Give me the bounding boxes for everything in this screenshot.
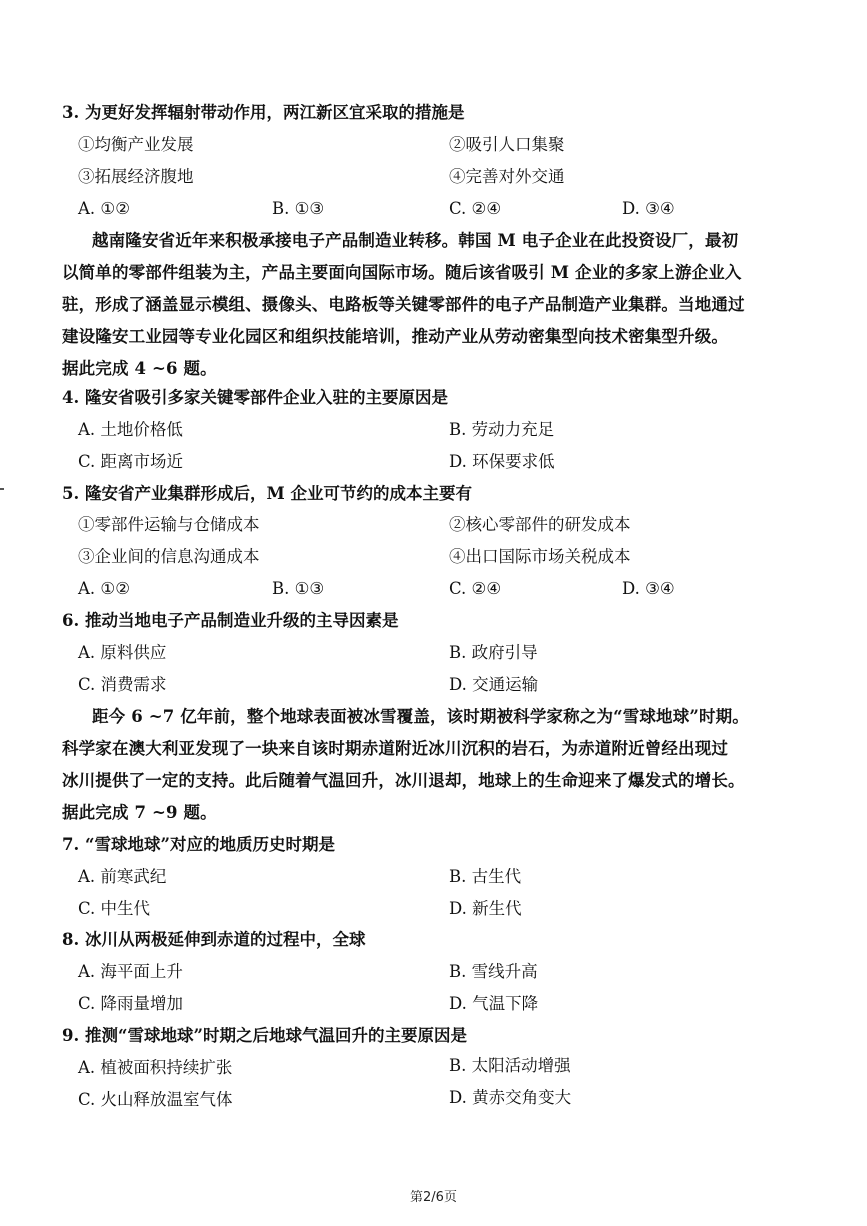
q5-stem: 5. 隆安省产业集群形成后，M 企业可节约的成本主要有 (62, 484, 472, 503)
q8-choice-c: C. 降雨量增加 (78, 994, 184, 1013)
q3-item-4: ④完善对外交通 (449, 167, 565, 186)
q5-item-2: ②核心零部件的研发成本 (449, 515, 631, 534)
q7-choice-b: B. 古生代 (449, 867, 522, 886)
passage1-line-3: 驻，形成了涵盖显示模组、摄像头、电路板等关键零部件的电子产品制造产业集群。当地通过 (62, 295, 745, 314)
q5-item-1: ①零部件运输与仓储成本 (78, 515, 260, 534)
passage1-line-5: 据此完成 4 ~6 题。 (62, 359, 217, 378)
q5-choice-d: D. ③④ (622, 579, 675, 598)
q8-choice-d: D. 气温下降 (449, 994, 539, 1013)
q3-stem: 3. 为更好发挥辐射带动作用，两江新区宜采取的措施是 (62, 103, 465, 122)
q4-choice-d: D. 环保要求低 (449, 452, 555, 471)
q9-choice-a: A. 植被面积持续扩张 (78, 1058, 233, 1077)
q3-item-2: ②吸引人口集聚 (449, 135, 565, 154)
q8-choice-b: B. 雪线升高 (449, 962, 538, 981)
q7-stem: 7. “雪球地球”对应的地质历史时期是 (62, 835, 335, 854)
q9-stem: 9. 推测“雪球地球”时期之后地球气温回升的主要原因是 (62, 1026, 467, 1045)
passage1-line-4: 建设隆安工业园等专业化园区和组织技能培训，推动产业从劳动密集型向技术密集型升级。 (62, 327, 728, 346)
q7-choice-a: A. 前寒武纪 (78, 867, 167, 886)
q5-choice-c: C. ②④ (449, 579, 502, 598)
q5-item-3: ③企业间的信息沟通成本 (78, 547, 260, 566)
q6-choice-b: B. 政府引导 (449, 643, 538, 662)
passage2-line-1: 距今 6 ~7 亿年前，整个地球表面被冰雪覆盖，该时期被科学家称之为“雪球地球”时期。 (92, 707, 749, 726)
q7-choice-c: C. 中生代 (78, 899, 151, 918)
q3-item-1: ①均衡产业发展 (78, 135, 194, 154)
q5-choice-b: B. ①③ (272, 579, 325, 598)
q5-item-4: ④出口国际市场关税成本 (449, 547, 631, 566)
passage2-line-4: 据此完成 7 ~9 题。 (62, 803, 217, 822)
q4-stem: 4. 隆安省吸引多家关键零部件企业入驻的主要原因是 (62, 388, 448, 407)
passage2-line-3: 冰川提供了一定的支持。此后随着气温回升，冰川退却，地球上的生命迎来了爆发式的增长。 (62, 771, 745, 790)
passage1-line-1: 越南隆安省近年来积极承接电子产品制造业转移。韩国 M 电子企业在此投资设厂，最初 (92, 231, 739, 250)
page-number: 第2/6页 (410, 1190, 457, 1205)
q9-choice-b: B. 太阳活动增强 (449, 1056, 571, 1075)
q6-choice-d: D. 交通运输 (449, 675, 539, 694)
q7-choice-d: D. 新生代 (449, 899, 522, 918)
q6-choice-a: A. 原料供应 (78, 643, 167, 662)
q3-choice-b: B. ①③ (272, 199, 325, 218)
q9-choice-d: D. 黄赤交角变大 (449, 1088, 572, 1107)
q6-stem: 6. 推动当地电子产品制造业升级的主导因素是 (62, 611, 399, 630)
q8-stem: 8. 冰川从两极延伸到赤道的过程中，全球 (62, 930, 366, 949)
passage2-line-2: 科学家在澳大利亚发现了一块来自该时期赤道附近冰川沉积的岩石，为赤道附近曾经出现过 (62, 739, 728, 758)
passage1-line-2: 以简单的零部件组装为主，产品主要面向国际市场。随后该省吸引 M 企业的多家上游企业入 (62, 263, 742, 282)
q5-choice-a: A. ①② (78, 579, 130, 598)
scan-mark (0, 488, 4, 490)
q3-item-3: ③拓展经济腹地 (78, 167, 194, 186)
q3-choice-d: D. ③④ (622, 199, 675, 218)
q3-choice-a: A. ①② (78, 199, 130, 218)
q8-choice-a: A. 海平面上升 (78, 962, 183, 981)
q6-choice-c: C. 消费需求 (78, 675, 167, 694)
q3-choice-c: C. ②④ (449, 199, 502, 218)
q4-choice-c: C. 距离市场近 (78, 452, 184, 471)
q9-choice-c: C. 火山释放温室气体 (78, 1090, 233, 1109)
q4-choice-b: B. 劳动力充足 (449, 420, 555, 439)
q4-choice-a: A. 土地价格低 (78, 420, 183, 439)
